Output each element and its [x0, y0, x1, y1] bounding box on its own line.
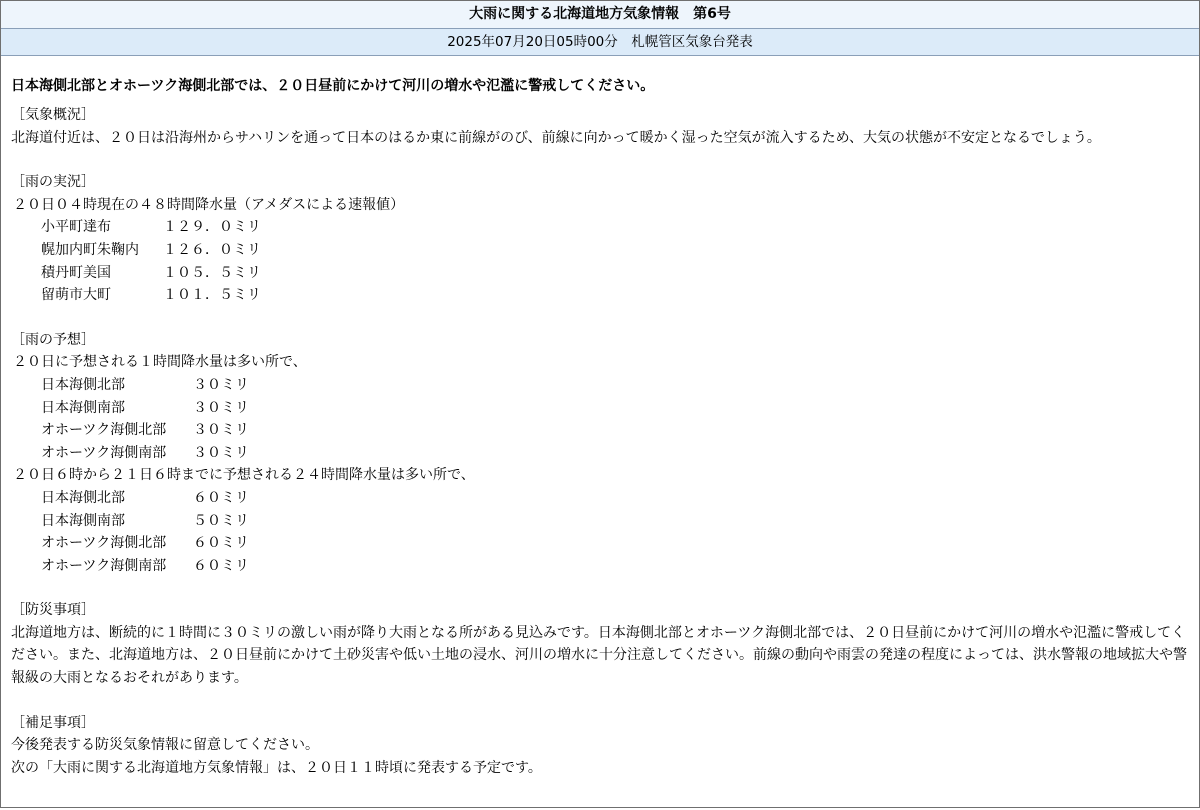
overview-heading: ［気象概況］: [11, 107, 95, 123]
rain-value: ３０ミリ: [193, 399, 249, 416]
area-name: 日本海側北部: [41, 489, 125, 506]
station-name: 積丹町美国: [41, 264, 111, 281]
list-item: [11, 555, 1189, 578]
list-item: [11, 532, 1189, 555]
rain-value: １０１．５ミリ: [163, 287, 261, 304]
bulletin-body: [1, 75, 1199, 779]
station-name: 小平町達布: [41, 219, 111, 236]
prevention-text: 北海道地方は、断続的に１時間に３０ミリの激しい雨が降り大雨となる所がある見込みです。日本海側北部とオホーツク海側北部では、２０日昼前にかけて河川の増水や氾濫に警戒してください。また、北海道地方は、２０日昼前にかけて土砂災害や低い土地の浸水、河川の増水に十分注意してください。前線の動向や雨雲の発達の程度によっては、洪水警報の地域拡大や警報級の大雨となるおそれがあります。: [11, 624, 1187, 687]
rain-value: ３０ミリ: [193, 376, 249, 393]
headline: 日本海側北部とオホーツク海側北部では、２０日昼前にかけて河川の増水や氾濫に警戒してください。: [11, 78, 655, 94]
list-item: [11, 216, 1189, 239]
area-name: 日本海側南部: [41, 512, 125, 529]
forecast-heading: ［雨の予想］: [11, 331, 95, 348]
forecast-list-24h: [11, 487, 1189, 577]
rain-value: １２９．０ミリ: [163, 219, 261, 236]
list-item: [11, 284, 1189, 307]
bulletin-title: 大雨に関する北海道地方気象情報 第6号: [1, 1, 1199, 29]
issued-info: 2025年07月20日05時00分 札幌管区気象台発表: [1, 29, 1199, 56]
supplement-heading: ［補足事項］: [11, 714, 95, 731]
rain-value: ３０ミリ: [193, 444, 249, 461]
rain-value: １２６．０ミリ: [163, 241, 261, 258]
forecast-intro-24h: ２０日６時から２１日６時までに予想される２４時間降水量は多い所で、: [13, 467, 475, 484]
area-name: オホーツク海側南部: [41, 557, 167, 574]
actual-intro: ２０日０４時現在の４８時間降水量（アメダスによる速報値）: [13, 196, 405, 213]
supplement-line-1: 今後発表する防災気象情報に留意してください。: [11, 737, 319, 754]
prevention-heading: ［防災事項］: [11, 602, 95, 619]
area-name: 日本海側南部: [41, 399, 125, 416]
overview-text: 北海道付近は、２０日は沿海州からサハリンを通って日本のはるか東に前線がのび、前線に向かって暖かく湿った空気が流入するため、大気の状態が不安定となるでしょう。: [11, 129, 1101, 146]
station-name: 留萌市大町: [41, 287, 111, 304]
forecast-intro-1h: ２０日に予想される１時間降水量は多い所で、: [13, 354, 307, 371]
area-name: 日本海側北部: [41, 376, 125, 393]
rain-value: ６０ミリ: [193, 489, 249, 506]
list-item: [11, 487, 1189, 510]
list-item: [11, 397, 1189, 420]
list-item: [11, 374, 1189, 397]
forecast-list-1h: [11, 374, 1189, 464]
rain-value: ６０ミリ: [193, 557, 249, 574]
overview-section: [11, 104, 1189, 149]
station-name: 幌加内町朱鞠内: [41, 241, 139, 258]
supplement-section: [11, 712, 1189, 780]
actual-heading: ［雨の実況］: [11, 174, 95, 191]
forecast-section: [11, 329, 1189, 578]
supplement-line-2: 次の「大雨に関する北海道地方気象情報」は、２０日１１時頃に発表する予定です。: [11, 759, 542, 776]
rain-value: １０５．５ミリ: [163, 264, 261, 281]
actual-list: [11, 216, 1189, 306]
rain-value: ６０ミリ: [193, 535, 249, 552]
actual-section: [11, 171, 1189, 307]
area-name: オホーツク海側北部: [41, 422, 167, 439]
list-item: [11, 419, 1189, 442]
list-item: [11, 442, 1189, 465]
area-name: オホーツク海側北部: [41, 535, 167, 552]
list-item: [11, 262, 1189, 285]
prevention-section: [11, 599, 1189, 689]
list-item: [11, 510, 1189, 533]
list-item: [11, 239, 1189, 262]
rain-value: ５０ミリ: [193, 512, 249, 529]
rain-value: ３０ミリ: [193, 422, 249, 439]
area-name: オホーツク海側南部: [41, 444, 167, 461]
